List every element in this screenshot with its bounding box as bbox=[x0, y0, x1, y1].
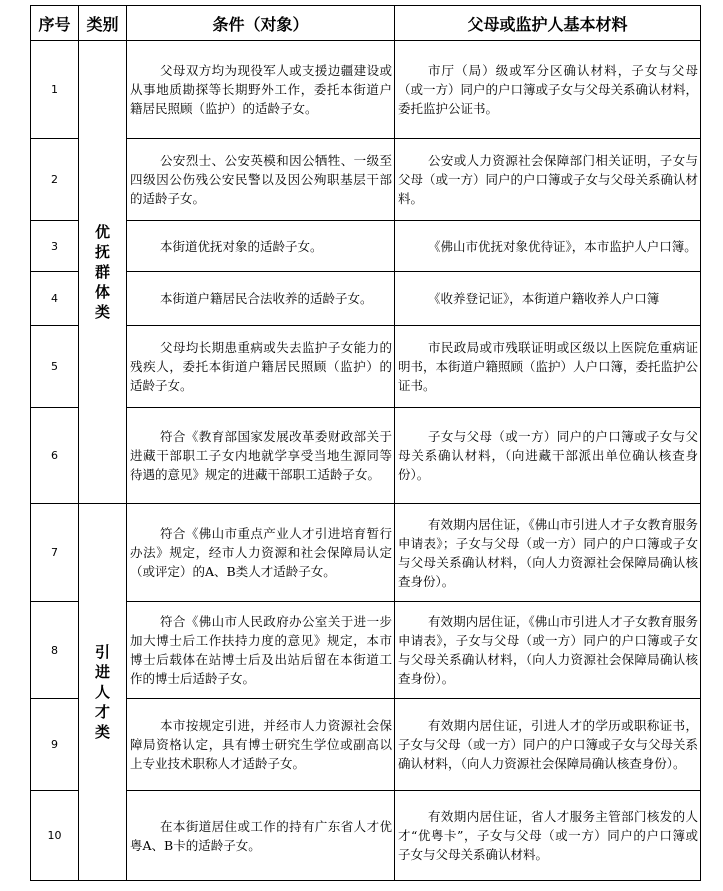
condition-cell: 父母均长期患重病或失去监护子女能力的残疾人，委托本街道户籍居民照顾（监护）的适龄子女。 bbox=[127, 326, 395, 408]
header-condition: 条件（对象） bbox=[127, 6, 395, 41]
materials-cell: 子女与父母（或一方）同户的户口簿或子女与父母关系确认材料，（向进藏干部派出单位确认核查身份）。 bbox=[395, 408, 701, 504]
materials-cell: 市厅（局）级或军分区确认材料，子女与父母（或一方）同户的户口簿或子女与父母关系确认材料，委托监护公证书。 bbox=[395, 41, 701, 139]
condition-cell: 在本街道居住或工作的持有广东省人才优粤A、B卡的适龄子女。 bbox=[127, 791, 395, 881]
row-no: 6 bbox=[31, 408, 79, 504]
header-materials: 父母或监护人基本材料 bbox=[395, 6, 701, 41]
category-label: 引进人才类 bbox=[94, 643, 110, 741]
materials-cell: 公安或人力资源社会保障部门相关证明，子女与父母（或一方）同户的户口簿或子女与父母关系确认材料。 bbox=[395, 139, 701, 221]
materials-cell: 市民政局或市残联证明或区级以上医院危重病证明书，本街道户籍照顾（监护）人户口簿，委托监护公证书。 bbox=[395, 326, 701, 408]
table-row bbox=[31, 408, 701, 504]
row-no: 3 bbox=[31, 221, 79, 272]
condition-cell: 本街道户籍居民合法收养的适龄子女。 bbox=[127, 272, 395, 326]
materials-cell: 有效期内居住证，省人才服务主管部门核发的人才“优粤卡”，子女与父母（或一方）同户的户口簿或子女与父母关系确认材料。 bbox=[395, 791, 701, 881]
materials-cell: 《佛山市优抚对象优待证》，本市监护人户口簿。 bbox=[395, 221, 701, 272]
condition-cell: 符合《教育部国家发展改革委财政部关于进藏干部职工子女内地就学享受当地生源同等待遇的意见》规定的进藏干部职工适龄子女。 bbox=[127, 408, 395, 504]
eligibility-table bbox=[30, 5, 701, 881]
condition-cell: 本市按规定引进，并经市人力资源社会保障局资格认定，具有博士研究生学位或副高以上专业技术职称人才适龄子女。 bbox=[127, 699, 395, 791]
table-row bbox=[31, 504, 701, 602]
row-no: 10 bbox=[31, 791, 79, 881]
materials-cell: 《收养登记证》，本街道户籍收养人户口簿 bbox=[395, 272, 701, 326]
table-row bbox=[31, 326, 701, 408]
table-row bbox=[31, 699, 701, 791]
header-category: 类别 bbox=[79, 6, 127, 41]
category-cell-a bbox=[79, 41, 127, 504]
condition-cell: 父母双方均为现役军人或支援边疆建设或从事地质勘探等长期野外工作，委托本街道户籍居民照顾（监护）的适龄子女。 bbox=[127, 41, 395, 139]
category-cell-b bbox=[79, 504, 127, 881]
category-label: 优抚群体类 bbox=[94, 223, 110, 321]
materials-cell: 有效期内居住证，《佛山市引进人才子女教育服务申请表》，子女与父母（或一方）同户的户口簿或子女与父母关系确认材料，（向人力资源社会保障局确认核查身份）。 bbox=[395, 602, 701, 699]
header-no: 序号 bbox=[31, 6, 79, 41]
materials-cell: 有效期内居住证，引进人才的学历或职称证书，子女与父母（或一方）同户的户口簿或子女与父母关系确认材料，（向人力资源社会保障局确认核查身份）。 bbox=[395, 699, 701, 791]
condition-cell: 符合《佛山市人民政府办公室关于进一步加大博士后工作扶持力度的意见》规定，本市博士后载体在站博士后及出站后留在本街道工作的博士后适龄子女。 bbox=[127, 602, 395, 699]
header-row bbox=[31, 6, 701, 41]
table-row bbox=[31, 221, 701, 272]
table-row bbox=[31, 602, 701, 699]
condition-cell: 公安烈士、公安英模和因公牺牲、一级至四级因公伤残公安民警以及因公殉职基层干部的适龄子女。 bbox=[127, 139, 395, 221]
table-row bbox=[31, 791, 701, 881]
row-no: 1 bbox=[31, 41, 79, 139]
row-no: 4 bbox=[31, 272, 79, 326]
table-row bbox=[31, 41, 701, 139]
condition-cell: 符合《佛山市重点产业人才引进培育暂行办法》规定，经市人力资源和社会保障局认定（或评定）的A、B类人才适龄子女。 bbox=[127, 504, 395, 602]
row-no: 7 bbox=[31, 504, 79, 602]
table-row bbox=[31, 272, 701, 326]
row-no: 8 bbox=[31, 602, 79, 699]
row-no: 2 bbox=[31, 139, 79, 221]
row-no: 9 bbox=[31, 699, 79, 791]
condition-cell: 本街道优抚对象的适龄子女。 bbox=[127, 221, 395, 272]
materials-cell: 有效期内居住证，《佛山市引进人才子女教育服务申请表》；子女与父母（或一方）同户的户口簿或子女与父母关系确认材料，（向人力资源社会保障局确认核查身份）。 bbox=[395, 504, 701, 602]
row-no: 5 bbox=[31, 326, 79, 408]
table-row bbox=[31, 139, 701, 221]
